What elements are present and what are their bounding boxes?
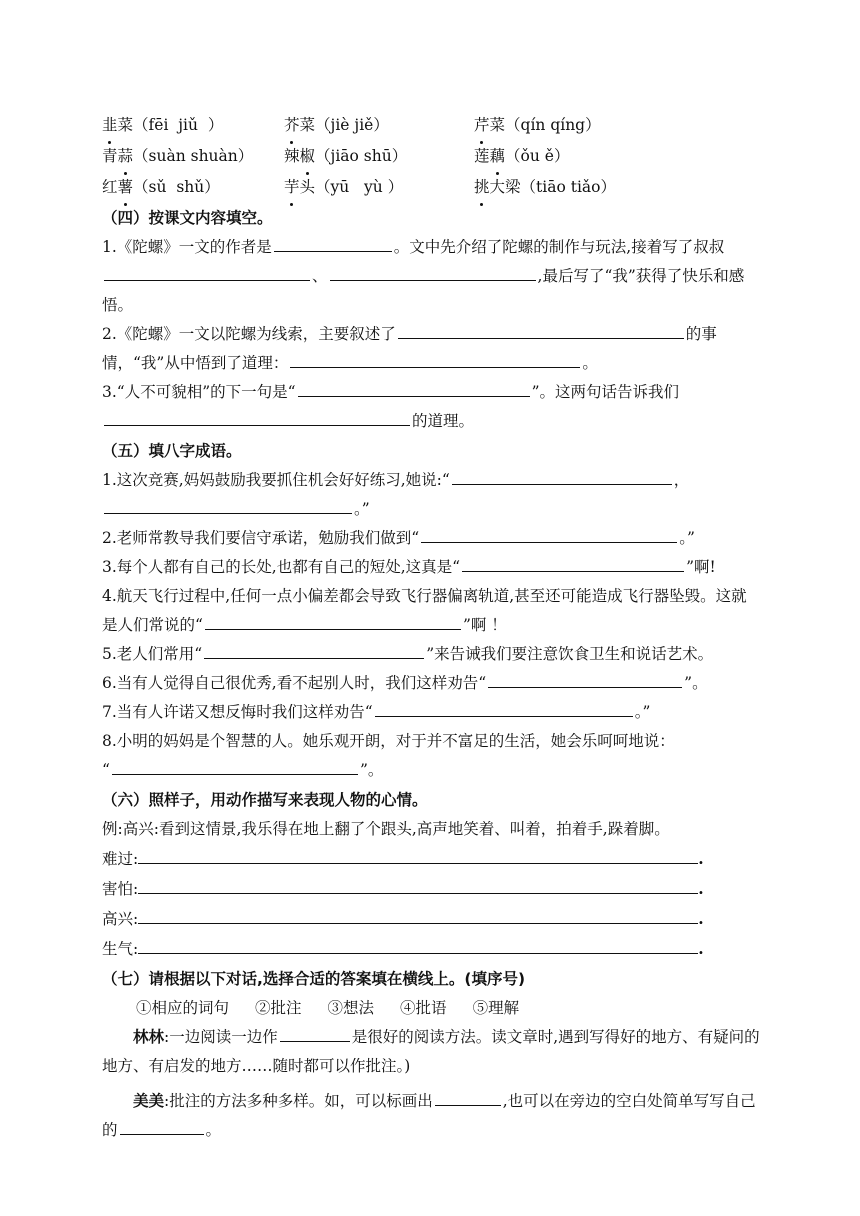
sec5-q5 bbox=[102, 640, 762, 669]
pinyin-options: （yū yù ） bbox=[315, 178, 404, 196]
pinyin-row bbox=[102, 172, 762, 203]
answer-blank[interactable] bbox=[330, 264, 536, 281]
sec6-label: 高兴: bbox=[102, 910, 139, 928]
sec4-q2 bbox=[102, 320, 762, 378]
sec5-q6-text-b: ”。 bbox=[684, 674, 708, 692]
sec7-options bbox=[102, 994, 762, 1023]
sec4-q3-text-c: 的道理。 bbox=[412, 412, 475, 430]
line-end-mark: . bbox=[698, 939, 704, 958]
sec6-answer-lines bbox=[102, 844, 762, 964]
sec4-q1-text-c: 、 bbox=[312, 267, 328, 285]
answer-line[interactable] bbox=[138, 847, 698, 864]
answer-blank[interactable] bbox=[104, 409, 410, 426]
answer-blank[interactable] bbox=[290, 351, 580, 368]
section-4-title: （四）按课文内容填空。 bbox=[102, 209, 273, 227]
answer-blank[interactable] bbox=[452, 468, 672, 485]
answer-blank[interactable] bbox=[298, 380, 530, 397]
sec5-q8-text-b: “ bbox=[102, 761, 110, 779]
pinyin-options: （jiāo shū） bbox=[315, 147, 408, 165]
answer-blank[interactable] bbox=[462, 555, 684, 572]
line-end-mark: . bbox=[698, 909, 704, 928]
answer-option: ⑤理解 bbox=[472, 999, 520, 1017]
sec4-q1 bbox=[102, 233, 762, 320]
sec7-dialog-2 bbox=[102, 1087, 762, 1145]
pinyin-row bbox=[102, 141, 762, 172]
pinyin-word: 芋头 bbox=[284, 178, 315, 196]
pinyin-item bbox=[474, 111, 601, 140]
answer-blank[interactable] bbox=[398, 322, 684, 339]
sec5-q5-text-a: 5.老人们常用“ bbox=[102, 645, 203, 663]
answer-line[interactable] bbox=[138, 907, 698, 924]
sec5-q7-text-a: 7.当有人许诺又想反悔时我们这样劝告“ bbox=[102, 703, 373, 721]
sec5-q4-text-b: ”啊 ！ bbox=[462, 616, 507, 634]
sec4-q3-text-a: 3.“人不可貌相”的下一句是“ bbox=[102, 383, 296, 401]
answer-line[interactable] bbox=[138, 877, 698, 894]
sec5-q7-text-b: 。” bbox=[634, 703, 651, 721]
pinyin-word: 辣椒 bbox=[284, 147, 315, 165]
pinyin-item bbox=[102, 173, 284, 202]
sec5-q1-text-b: ， bbox=[673, 471, 690, 489]
sec5-q4-text-a: 4.航天飞行过程中,任何一点小偏差都会导致飞行器偏离轨道,甚至还可能造成飞行器坠毁。这就是人们常说的“ bbox=[102, 587, 747, 634]
pinyin-row bbox=[102, 110, 762, 141]
sec4-q1-text-a: 1.《陀螺》一文的作者是 bbox=[102, 238, 272, 256]
sec5-q1 bbox=[102, 466, 762, 524]
sec6-answer-row bbox=[102, 934, 762, 964]
sec5-q8 bbox=[102, 727, 762, 785]
answer-blank[interactable] bbox=[280, 1025, 350, 1042]
sec6-answer-row bbox=[102, 844, 762, 874]
pinyin-options: （suàn shuàn） bbox=[133, 147, 254, 165]
sec7-p1-text-a: :一边阅读一边作 bbox=[164, 1028, 278, 1046]
answer-blank[interactable] bbox=[112, 758, 358, 775]
worksheet-page bbox=[102, 110, 762, 1145]
sec5-q6-text-a: 6.当有人觉得自己很优秀,看不起别人时，我们这样劝告“ bbox=[102, 674, 487, 692]
section-6-title: （六）照样子，用动作描写来表现人物的心情。 bbox=[102, 791, 428, 809]
sec4-q2-text-c: 。 bbox=[582, 354, 598, 372]
answer-blank[interactable] bbox=[104, 497, 352, 514]
answer-option: ④批语 bbox=[400, 999, 447, 1017]
answer-blank[interactable] bbox=[375, 700, 633, 717]
answer-option: ③想法 bbox=[327, 999, 375, 1017]
answer-blank[interactable] bbox=[488, 671, 682, 688]
pinyin-word: 青蒜 bbox=[102, 147, 133, 165]
sec5-q3-text-b: ”啊! bbox=[686, 558, 716, 576]
sec4-q2-text-b: 的事情，“我”从中悟到了道理： bbox=[102, 325, 717, 372]
pinyin-word: 红薯 bbox=[102, 178, 133, 196]
sec5-q2-text-a: 2.老师常教导我们要信守承诺，勉励我们做到“ bbox=[102, 529, 420, 547]
sec5-q8-text-a: 8.小明的妈妈是个智慧的人。她乐观开朗，对于并不富足的生活，她会乐呵呵地说： bbox=[102, 732, 675, 750]
sec4-q1-text-d: ,最后写了“我”获得了快乐和感悟。 bbox=[102, 267, 745, 314]
pinyin-item bbox=[474, 173, 616, 202]
sec5-q5-text-b: ”来告诫我们要注意饮食卫生和说话艺术。 bbox=[426, 645, 714, 663]
sec4-q3 bbox=[102, 378, 762, 436]
sec6-answer-row bbox=[102, 904, 762, 934]
sec7-p2-text-a: :批注的方法多种多样。如，可以标画出 bbox=[164, 1092, 433, 1110]
answer-blank[interactable] bbox=[204, 642, 424, 659]
pinyin-options: （tiāo tiǎo） bbox=[520, 178, 616, 196]
sec5-q8-text-c: ”。 bbox=[359, 761, 384, 779]
line-end-mark: . bbox=[698, 849, 704, 868]
sec7-dialog-1 bbox=[102, 1023, 762, 1081]
answer-blank[interactable] bbox=[435, 1089, 501, 1106]
sec5-q2-text-b: 。” bbox=[679, 529, 695, 547]
sec6-label: 害怕: bbox=[102, 880, 139, 898]
pinyin-options: （qín qíng） bbox=[505, 116, 601, 134]
sec5-q1-text-a: 1.这次竞赛,妈妈鼓励我要抓住机会好好练习,她说:“ bbox=[102, 471, 450, 489]
answer-line[interactable] bbox=[138, 937, 698, 954]
speaker-name: 美美 bbox=[133, 1092, 165, 1110]
sec6-label: 生气: bbox=[102, 940, 139, 958]
answer-blank[interactable] bbox=[205, 613, 461, 630]
pinyin-section bbox=[102, 110, 762, 203]
answer-option: ②批注 bbox=[255, 999, 302, 1017]
pinyin-word: 莲藕 bbox=[474, 147, 505, 165]
sec5-q3-text-a: 3.每个人都有自己的长处,也都有自己的短处,这真是“ bbox=[102, 558, 461, 576]
sec5-q6 bbox=[102, 669, 762, 698]
sec7-p2-text-c: 。 bbox=[205, 1121, 222, 1139]
sec5-q4 bbox=[102, 582, 762, 640]
pinyin-options: （sǔ shǔ） bbox=[133, 178, 220, 196]
sec4-q1-text-b: 。文中先介绍了陀螺的制作与玩法,接着写了叔叔 bbox=[393, 238, 725, 256]
pinyin-word: 韭菜 bbox=[102, 116, 133, 134]
sec6-label: 难过: bbox=[102, 850, 139, 868]
speaker-name: 林林 bbox=[133, 1028, 165, 1046]
pinyin-item bbox=[474, 142, 569, 171]
answer-blank[interactable] bbox=[120, 1118, 204, 1135]
pinyin-item bbox=[102, 142, 284, 171]
section-5-title: （五）填八字成语。 bbox=[102, 442, 242, 460]
sec5-q3 bbox=[102, 553, 762, 582]
pinyin-item bbox=[284, 111, 474, 140]
sec5-q2 bbox=[102, 524, 762, 553]
sec4-q3-text-b: ”。这两句话告诉我们 bbox=[531, 383, 679, 401]
pinyin-item bbox=[102, 111, 284, 140]
line-end-mark: . bbox=[698, 879, 704, 898]
answer-blank[interactable] bbox=[104, 264, 310, 281]
sec6-example: 例:高兴:看到这情景,我乐得在地上翻了个跟头,高声地笑着、叫着，拍着手,跺着脚。 bbox=[102, 820, 670, 838]
pinyin-word: 挑大梁 bbox=[474, 178, 521, 196]
section-7-title: （七）请根据以下对话,选择合适的答案填在横线上。(填序号) bbox=[102, 970, 526, 988]
sec7-p2-text-b: ,也可以在旁边的空白处简单写写自己的 bbox=[102, 1092, 756, 1139]
pinyin-item bbox=[284, 142, 474, 171]
sec5-q1-text-c: 。” bbox=[354, 500, 370, 518]
pinyin-word: 芹菜 bbox=[474, 116, 505, 134]
sec6-answer-row bbox=[102, 874, 762, 904]
answer-blank[interactable] bbox=[274, 235, 392, 252]
sec7-p1-text-b: 是很好的阅读方法。读文章时,遇到写得好的地方、有疑问的地方、有启发的地方……随时都可以作批注。) bbox=[102, 1028, 760, 1075]
answer-blank[interactable] bbox=[421, 526, 677, 543]
pinyin-word: 芥菜 bbox=[284, 116, 315, 134]
sec5-q7 bbox=[102, 698, 762, 727]
pinyin-item bbox=[284, 173, 474, 202]
pinyin-options: （ǒu ě） bbox=[505, 147, 570, 165]
answer-option: ①相应的词句 bbox=[136, 999, 230, 1017]
pinyin-options: （jiè jiě） bbox=[315, 116, 389, 134]
pinyin-options: （fēi jiǔ ） bbox=[133, 116, 224, 134]
sec4-q2-text-a: 2.《陀螺》一文以陀螺为线索，主要叙述了 bbox=[102, 325, 396, 343]
